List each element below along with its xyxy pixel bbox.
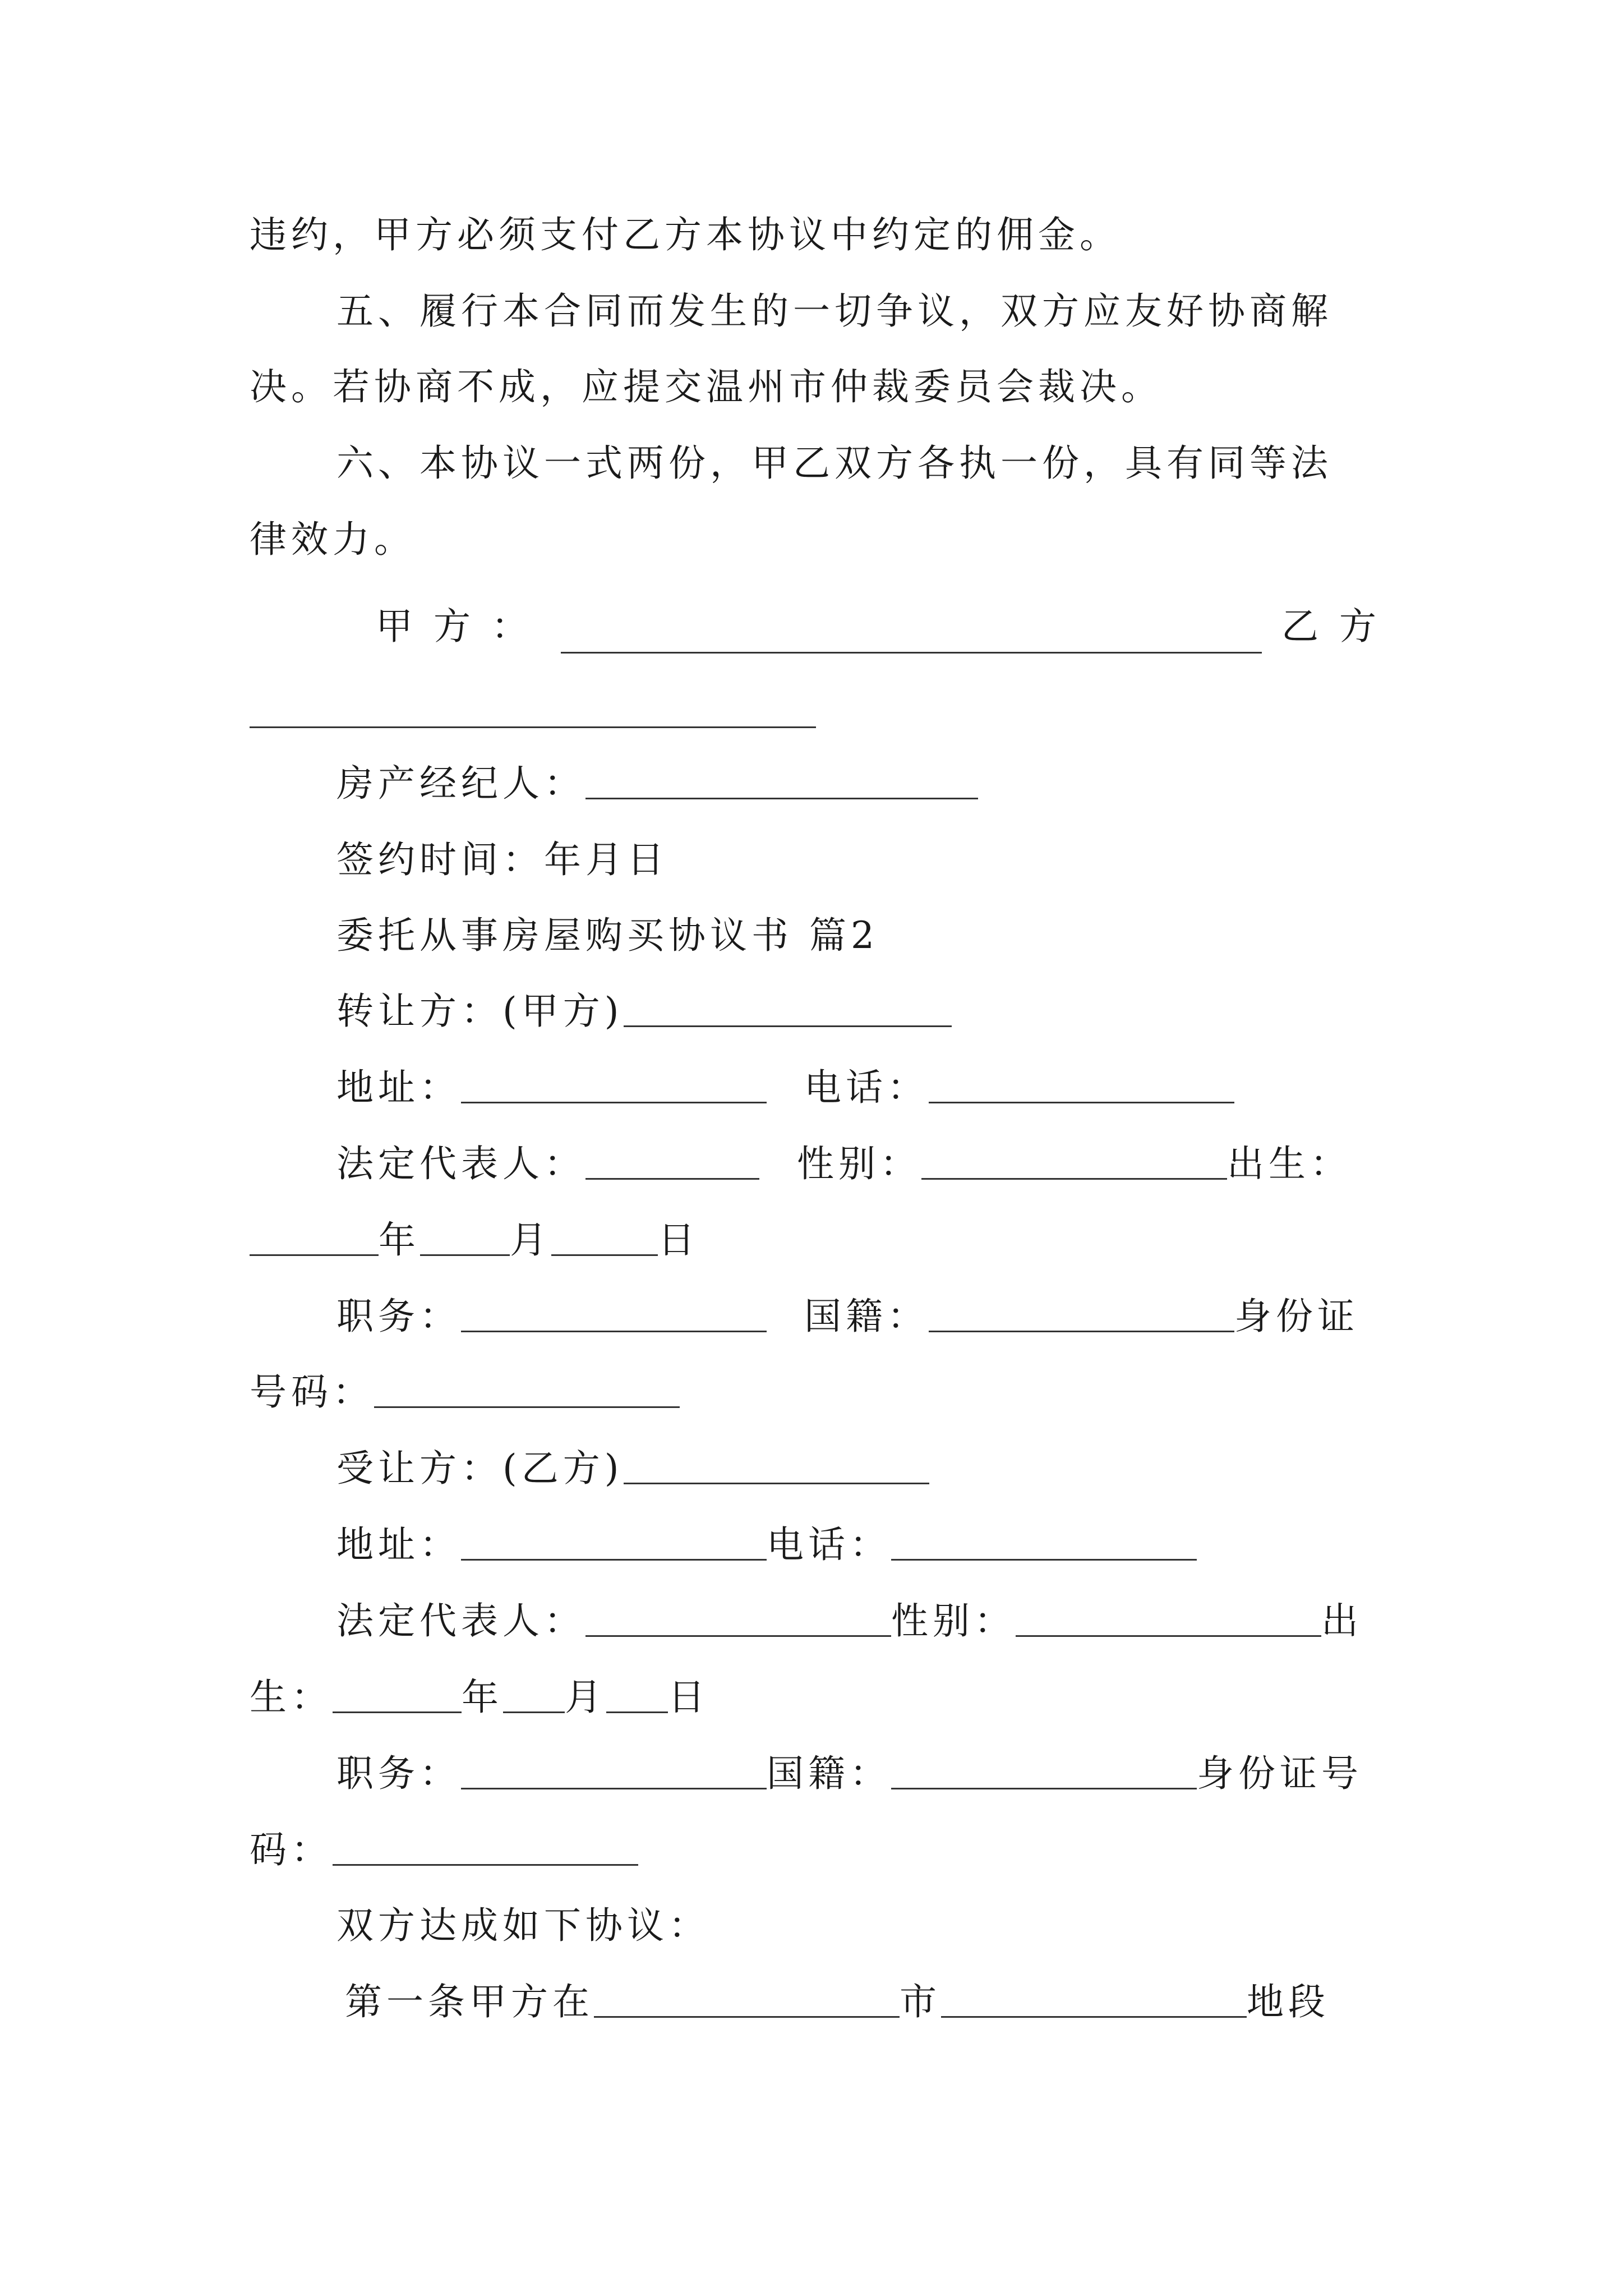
month-label: 月	[510, 1218, 551, 1262]
address-blank[interactable]	[461, 1069, 767, 1103]
plot-label: 地段	[1247, 1980, 1330, 2023]
agent-label: 房产经纪人：	[336, 762, 585, 805]
article-1-line	[345, 1977, 1330, 2027]
party-a-label: 甲 方 ：	[376, 605, 533, 648]
text-line: 违约，甲方必须支付乙方本协议中约定的佣金。	[250, 213, 1121, 256]
transferee-line	[336, 1443, 929, 1494]
city-label: 市	[900, 1980, 941, 2023]
birth-day-blank[interactable]	[606, 1679, 668, 1713]
text-line: 决。若协商不成，应提交温州市仲裁委员会裁决。	[250, 365, 1163, 408]
phone-label: 电话：	[767, 1523, 891, 1566]
day-label: 日	[668, 1676, 709, 1719]
id-label: 号码：	[250, 1370, 374, 1414]
birth-date-line-a	[250, 1215, 699, 1266]
birth-date-line-b	[250, 1672, 709, 1723]
transferor-label: 转让方：(甲方)	[336, 990, 624, 1033]
gender-blank[interactable]	[921, 1145, 1227, 1180]
id-blank[interactable]	[374, 1374, 680, 1408]
id-line-b	[250, 1825, 638, 1875]
address-phone-line-b	[336, 1520, 1197, 1570]
legal-rep-line-a	[336, 1139, 1352, 1189]
legal-rep-blank[interactable]	[585, 1145, 759, 1180]
text-line: 五、履行本合同而发生的一切争议，双方应友好协商解	[336, 289, 1332, 333]
phone-label: 电话：	[804, 1066, 929, 1109]
nationality-blank[interactable]	[891, 1755, 1197, 1789]
legal-rep-line-b	[336, 1596, 1363, 1646]
article-1-label: 第一条甲方在	[345, 1980, 594, 2023]
text-line: 六、本协议一式两份，甲乙双方各执一份，具有同等法	[336, 441, 1332, 485]
position-blank[interactable]	[461, 1298, 767, 1332]
address-label: 地址：	[336, 1066, 461, 1109]
phone-blank[interactable]	[929, 1069, 1234, 1103]
month-label: 月	[565, 1676, 606, 1719]
phone-blank[interactable]	[891, 1526, 1197, 1561]
transferor-blank[interactable]	[624, 993, 952, 1027]
birth-year-blank[interactable]	[250, 1222, 379, 1256]
position-label: 职务：	[336, 1752, 461, 1795]
nationality-blank[interactable]	[929, 1298, 1234, 1332]
agent-line	[336, 758, 978, 809]
birth-day-blank[interactable]	[551, 1222, 658, 1256]
position-blank[interactable]	[461, 1755, 767, 1789]
birth-label: 生：	[250, 1676, 333, 1719]
agreement-intro: 双方达成如下协议：	[336, 1904, 710, 1947]
gender-label: 性别：	[796, 1142, 921, 1185]
city-blank[interactable]	[941, 1984, 1247, 2018]
party-b-blank[interactable]	[250, 694, 816, 728]
birth-month-blank[interactable]	[420, 1222, 510, 1256]
legal-rep-label: 法定代表人：	[336, 1142, 585, 1185]
birth-year-blank[interactable]	[333, 1679, 462, 1713]
id-label: 身份证号	[1197, 1752, 1363, 1795]
id-label: 身份证	[1234, 1295, 1359, 1338]
agent-blank[interactable]	[585, 765, 978, 799]
text-line: 律效力。	[250, 518, 416, 561]
birth-label: 出生：	[1227, 1142, 1352, 1185]
birth-month-blank[interactable]	[503, 1679, 565, 1713]
birth-label: 出	[1321, 1599, 1363, 1642]
id-blank[interactable]	[333, 1832, 638, 1866]
day-label: 日	[658, 1218, 699, 1262]
year-label: 年	[379, 1218, 420, 1262]
gender-blank[interactable]	[1016, 1603, 1321, 1637]
nationality-label: 国籍：	[767, 1752, 891, 1795]
party-b-label: 乙 方	[1281, 605, 1381, 648]
section-title: 委托从事房屋购买协议书 篇2	[336, 914, 879, 957]
position-label: 职务：	[336, 1295, 461, 1338]
legal-rep-blank[interactable]	[585, 1603, 891, 1637]
province-blank[interactable]	[594, 1984, 900, 2018]
transferor-line	[336, 986, 952, 1037]
position-line-a	[336, 1291, 1359, 1342]
id-line-a	[250, 1367, 680, 1418]
sign-date: 签约时间：年月日	[336, 838, 668, 881]
transferee-label: 受让方：(乙方)	[336, 1447, 624, 1490]
id-label: 码：	[250, 1828, 333, 1871]
transferee-blank[interactable]	[624, 1450, 929, 1484]
position-line-b	[336, 1749, 1363, 1799]
address-phone-line-a	[336, 1062, 1234, 1113]
address-blank[interactable]	[461, 1526, 767, 1561]
party-a-blank[interactable]	[561, 619, 1262, 654]
legal-rep-label: 法定代表人：	[336, 1599, 585, 1642]
gender-label: 性别：	[891, 1599, 1016, 1642]
nationality-label: 国籍：	[804, 1295, 929, 1338]
address-label: 地址：	[336, 1523, 461, 1566]
year-label: 年	[462, 1676, 503, 1719]
